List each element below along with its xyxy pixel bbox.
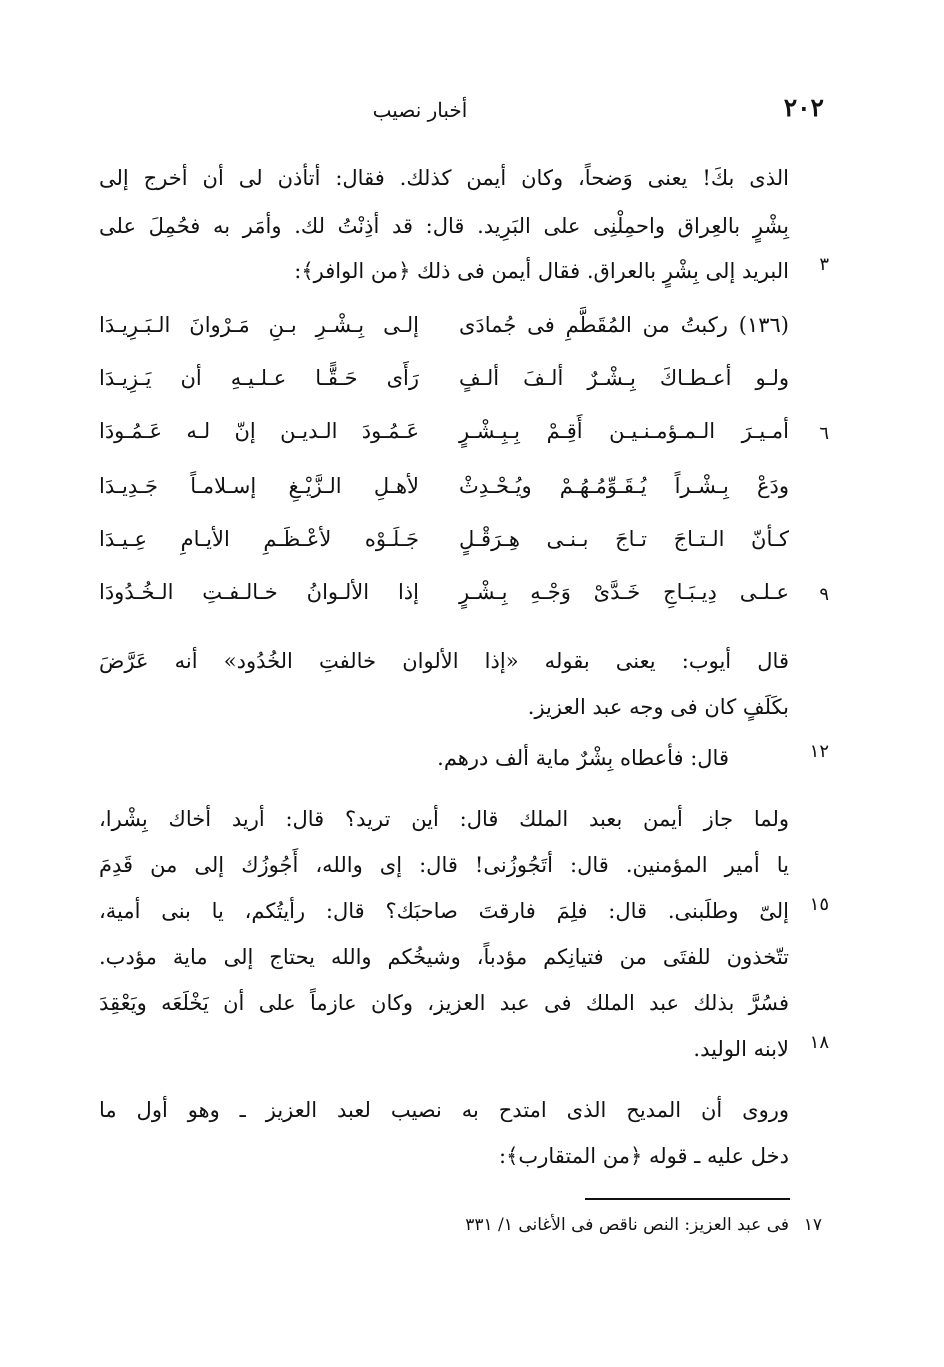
prose-line: قال أيوب: يعنى بقوله «إذا الألوان خالفتِ الخُدُود» أنه عَرَّضَ	[99, 649, 789, 673]
verse-first-hemistich: عـلـى دِيـبَـاجِ خَـدَّىْ وَجْـهِ بِـشْـرٍ	[459, 580, 789, 604]
prose-line: لابنه الوليد.	[693, 1037, 789, 1061]
line-number: ٣	[819, 254, 829, 275]
prose-line: وروى أن المديح الذى امتدح به نصيب لعبد العزيز ـ وهو أول ما	[99, 1098, 789, 1122]
prose-line: تتّخذون للفتَى من فتيانِكم مؤدباً، وشيخُكم والله يحتاج إلى ماية مؤدب.	[99, 945, 789, 969]
prose-line: دخل عليه ـ قوله ﴿من المتقارب﴾:	[499, 1144, 789, 1168]
footnote-line-ref: ١٧	[803, 1215, 822, 1235]
prose-line: الذى بكَ! يعنى وَضحاً، وكان أيمن كذلك. فقال: أتأذن لى أن أخرج إلى	[99, 166, 789, 190]
page-number: ٢٠٢	[783, 93, 824, 122]
verse-second-hemistich: جَـلَـوْه لأعْـظَـمِ الأيـامِ عِـيـدَا	[99, 527, 419, 551]
prose-line: إلىّ وطلَبنى. قال: فلِمَ فارقتَ صاحبَك؟ قال: رأيتُكم، يا بنى أمية،	[99, 899, 789, 923]
verse-first-hemistich: ولـو أعـطـاكَ بِـشْـرٌ ألـفَ ألـفٍ	[459, 366, 789, 390]
line-number: ١٢	[809, 741, 829, 762]
running-title: أخبار نصيب	[372, 98, 468, 122]
verse-second-hemistich: رَأَى حَـقًّـا عـلـيـهِ أن يَـزِيـدَا	[99, 366, 419, 390]
prose-line: يا أمير المؤمنين. قال: أتَجُوزُنى! قال: إى والله، أَجُوزُك إلى من قَدِمَ	[99, 853, 789, 877]
line-number: ٦	[819, 423, 829, 444]
verse-second-hemistich: إذا الألـوانُ خـالـفـتِ الـخُـدُودَا	[99, 580, 419, 604]
verse-second-hemistich: عَـمُـودَ الـديـن إنّ لـه عَـمُـودَا	[99, 419, 419, 443]
verse-second-hemistich: لأهـلِ الـزَّيْـغِ إسـلامـاً جَـدِيـدَا	[99, 474, 419, 498]
prose-line: البريد إلى بِشْرٍ بالعراق. فقال أيمن فى ذلك ﴿من الوافر﴾:	[294, 259, 789, 283]
footnote-rule	[585, 1198, 790, 1200]
verse-first-hemistich: أمـيـرَ الـمـؤمـنـيـن أَقِـمْ بِـبِـشْـرٍ	[459, 419, 789, 443]
line-number: ١٥	[809, 894, 829, 915]
verse-first-hemistich: كـأنّ الـتـاجَ تـاجَ بـنـى هِـرَقْـلٍ	[459, 527, 789, 551]
prose-line: فسُرَّ بذلك عبد الملك فى عبد العزيز، وكان عازماً على أن يَخْلَعَه ويَعْقِدَ	[99, 991, 789, 1015]
verse-first-hemistich: ودَعْ بِـشْـراً يُـقَـوِّمُـهُـمْ ويُـحْـدِثْ	[459, 474, 789, 498]
line-number: ٩	[819, 584, 829, 605]
verse-first-hemistich: (١٣٦) ركبتُ من المُقَطَّمِ فى جُمادَى	[459, 313, 789, 337]
line-number: ١٨	[809, 1032, 829, 1053]
prose-line: ولما جاز أيمن بعبد الملك قال: أين تريد؟ قال: أريد أخاك بِشْرا،	[99, 807, 789, 831]
prose-line: قال: فأعطاه بِشْرٌ ماية ألف درهم.	[437, 746, 729, 770]
prose-line: بِشْرٍ بالعِراق واحمِلْنِى على البَرِيد. قال: قد أذِنْتُ لك. وأمَر به فحُمِلَ على	[99, 214, 789, 238]
verse-second-hemistich: إلـى بِـشْـرِ بـنِ مَـرْوانَ الـبَـرِيـدَا	[99, 313, 419, 337]
prose-line: بكَلَفٍ كان فى وجه عبد العزيز.	[527, 695, 789, 719]
footnote-text: فى عبد العزيز: النص ناقص فى الأغانى ١/ ٣٣١	[465, 1215, 789, 1235]
